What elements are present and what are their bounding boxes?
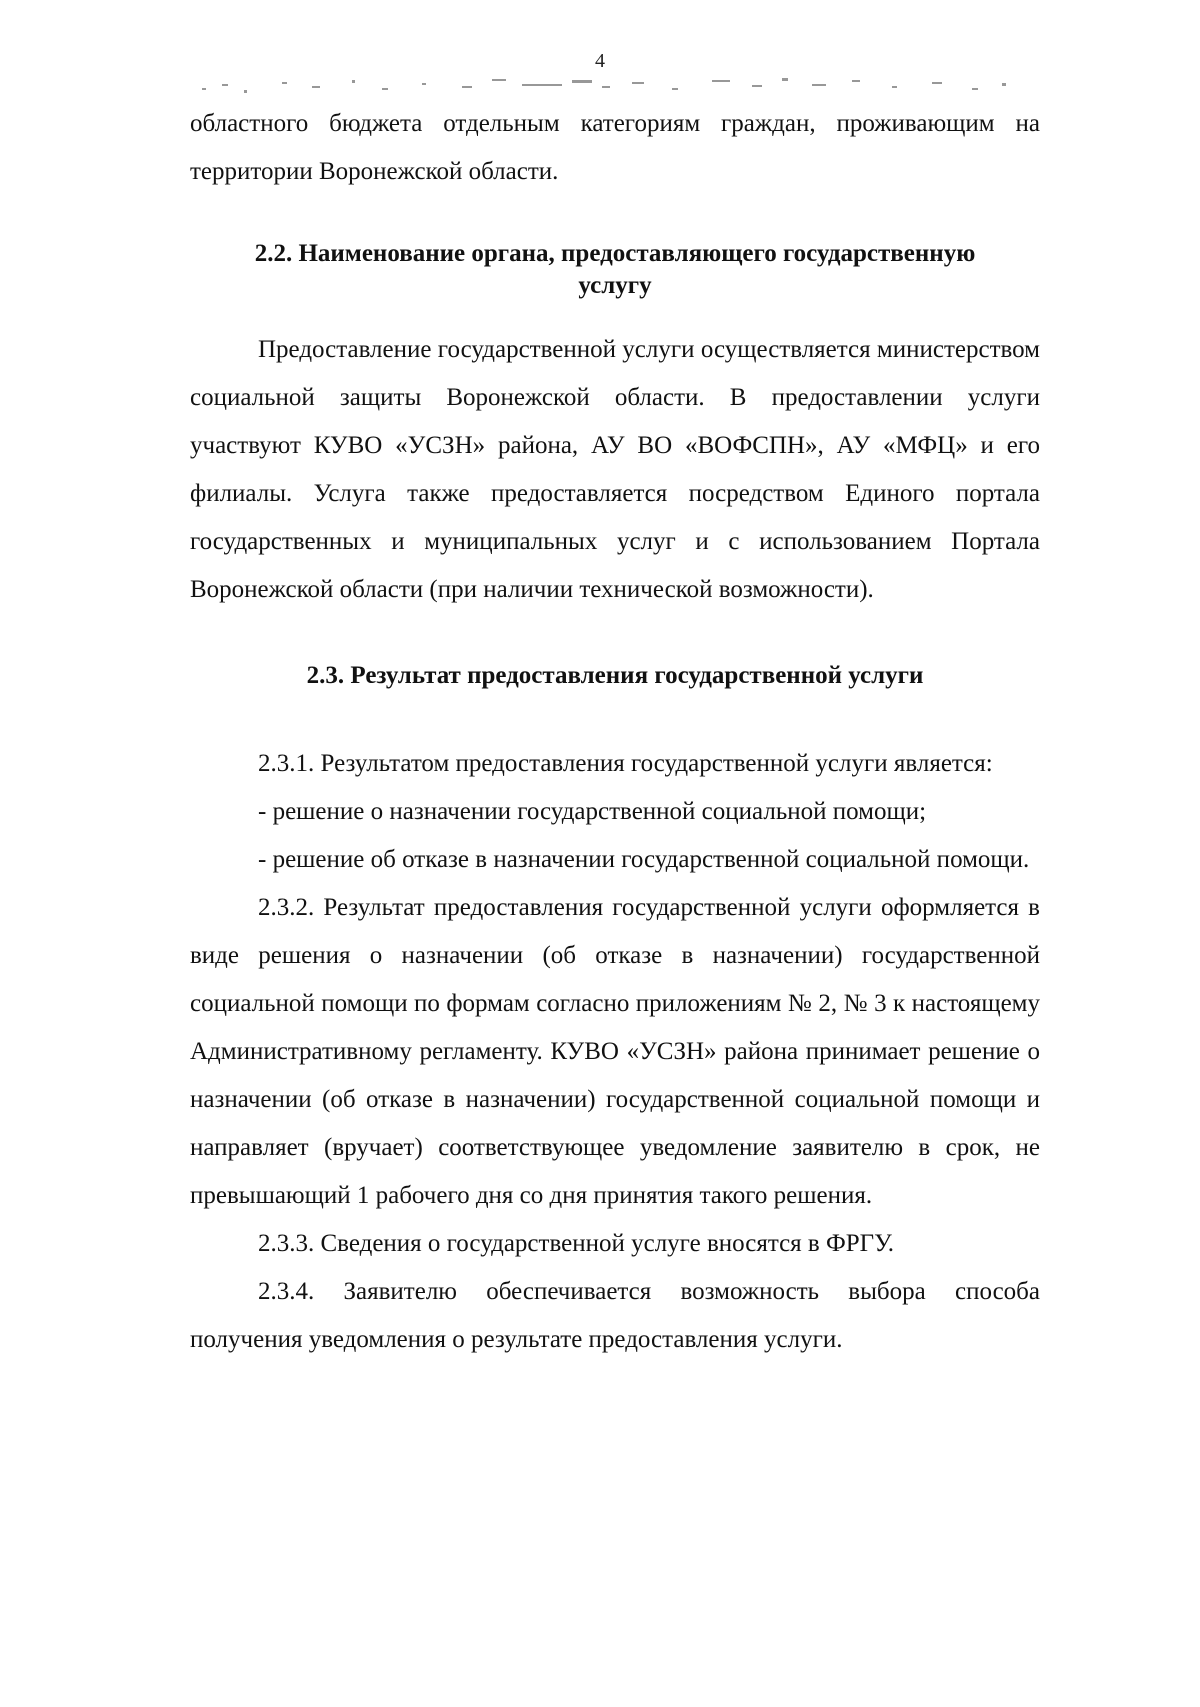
section-2-3-heading: 2.3. Результат предоставления государственной услуги: [306, 662, 924, 689]
page-number: 4: [595, 50, 605, 72]
section-2-2-paragraph: Предоставление государственной услуги осуществляется министерством социальной защиты Воронежской области. В предоставлении услуги участвуют КУВО «УСЗН» района, АУ ВО «ВОФСПН», АУ «МФЦ» и его филиалы. Услуга также предоставляется посредством Единого портала государственных и муниципальных услуг и с использованием Портала Воронежской области (при наличии технической возможности).: [190, 336, 1040, 603]
document-body: [190, 100, 1040, 1364]
paragraph-2-3-3: 2.3.3. Сведения о государственной услуге вносятся в ФРГУ.: [258, 1230, 894, 1257]
list-item-1: - решение о назначении государственной социальной помощи;: [258, 798, 927, 825]
section-2-2-heading: [190, 238, 1040, 302]
paragraph-2-3-2: 2.3.2. Результат предоставления государственной услуги оформляется в виде решения о назначении (об отказе в назначении) государственной социальной помощи по формам согласно приложениям № 2, № 3 к настоящему Административному регламенту. КУВО «УСЗН» района принимает решение о назначении (об отказе в назначении) государственной социальной помощи и направляет (вручает) соответствующее уведомление заявителю в срок, не превышающий 1 рабочего дня со дня принятия такого решения.: [190, 894, 1040, 1209]
section-2-2-heading-line2: услугу: [578, 272, 652, 299]
intro-paragraph: областного бюджета отдельным категориям граждан, проживающим на территории Воронежской области.: [190, 110, 1040, 185]
paragraph-2-3-4: 2.3.4. Заявителю обеспечивается возможность выбора способа получения уведомления о результате предоставления услуги.: [190, 1278, 1040, 1353]
section-2-2-heading-line1: 2.2. Наименование органа, предоставляющего государственную: [254, 240, 976, 267]
paragraph-2-3-1: 2.3.1. Результатом предоставления государственной услуги является:: [258, 750, 993, 777]
list-item-2: - решение об отказе в назначении государственной социальной помощи.: [258, 846, 1030, 873]
